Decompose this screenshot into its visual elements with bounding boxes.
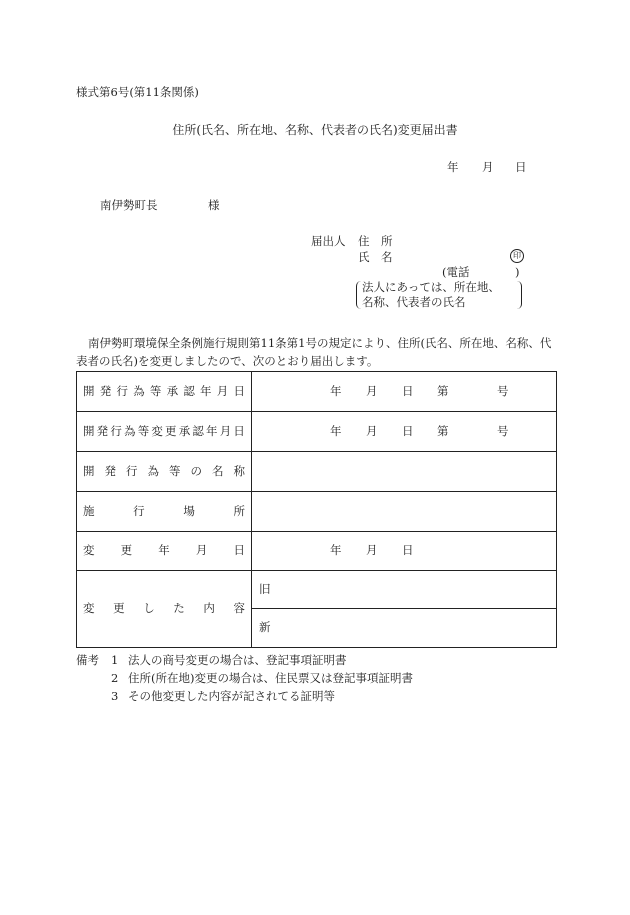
note-number: 2	[111, 671, 119, 685]
body-text: 南伊勢町環境保全条例施行規則第11条第1号の規定により、住所(氏名、所在地、名称、代表者の氏名)を変更しましたので、次のとおり届出します。	[76, 336, 552, 368]
addressee-honorific: 様	[208, 198, 220, 212]
year-label: 年	[330, 383, 342, 398]
note-item: 法人の商号変更の場合は、登記事項証明書	[128, 653, 347, 667]
day-label: 日	[402, 543, 414, 558]
go-label: 号	[497, 423, 509, 438]
change-date-field[interactable]	[252, 532, 557, 571]
table-row	[77, 452, 557, 492]
row-label-changed-content	[77, 571, 252, 648]
new-content-field[interactable]	[252, 609, 557, 648]
notes-label: 備考	[76, 653, 99, 667]
approval-date-field[interactable]	[252, 372, 557, 412]
row-label-change-date	[77, 532, 252, 571]
year-label: 年	[330, 423, 342, 438]
change-approval-date-field[interactable]	[252, 412, 557, 452]
note-item: その他変更した内容が記されてる証明等	[128, 689, 335, 703]
phone-close-paren: )	[515, 265, 520, 279]
table-row	[77, 532, 557, 571]
row-label-change-approval-date	[77, 412, 252, 452]
filer-label: 届出人	[311, 234, 346, 248]
corporate-note-line1: 法人にあっては、所在地、	[362, 280, 500, 294]
label-chars: 変 更 し た 内 容	[83, 601, 245, 616]
label-chars: 変 更 年 月 日	[83, 543, 245, 558]
document-title: 住所(氏名、所在地、名称、代表者の氏名)変更届出書	[172, 123, 458, 137]
addressee-name: 南伊勢町長	[100, 198, 158, 212]
month-label: 月	[366, 543, 378, 558]
table-row	[77, 492, 557, 532]
month-label: 月	[366, 423, 378, 438]
label-chars: 施 行 場 所	[83, 503, 245, 518]
day-label: 日	[402, 423, 414, 438]
table-row	[77, 571, 557, 609]
date-day-label: 日	[515, 160, 527, 174]
row-label-approval-date	[77, 372, 252, 412]
site-field[interactable]	[252, 492, 557, 532]
go-label: 号	[497, 383, 509, 398]
date-year-label: 年	[447, 160, 459, 174]
year-label: 年	[330, 543, 342, 558]
form-number: 様式第6号(第11条関係)	[76, 85, 199, 99]
dai-label: 第	[437, 423, 449, 438]
development-name-field[interactable]	[252, 452, 557, 492]
old-label: 旧	[259, 581, 271, 596]
corporate-note-line2: 名称、代表者の氏名	[362, 295, 466, 309]
row-label-site	[77, 492, 252, 532]
note-number: 3	[111, 689, 119, 703]
table-row	[77, 412, 557, 452]
table-row	[77, 372, 557, 412]
seal-icon: 印	[510, 249, 524, 263]
dai-label: 第	[437, 383, 449, 398]
new-label: 新	[259, 620, 271, 635]
row-label-development-name	[77, 452, 252, 492]
date-month-label: 月	[482, 160, 494, 174]
label-chars: 開 発 行 為 等 変 更 承 認 年 月 日	[83, 423, 245, 438]
notification-table	[76, 371, 557, 648]
note-number: 1	[111, 653, 119, 667]
old-content-field[interactable]	[252, 571, 557, 609]
phone-label: (電話	[442, 265, 470, 279]
label-chars: 開 発 行 為 等 の 名 称	[83, 463, 245, 478]
month-label: 月	[366, 383, 378, 398]
note-item: 住所(所在地)変更の場合は、住民票又は登記事項証明書	[128, 671, 413, 685]
filer-address-label: 住 所	[358, 234, 393, 248]
label-chars: 開 発 行 為 等 承 認 年 月 日	[83, 383, 245, 398]
day-label: 日	[402, 383, 414, 398]
filer-name-label: 氏 名	[358, 250, 393, 264]
